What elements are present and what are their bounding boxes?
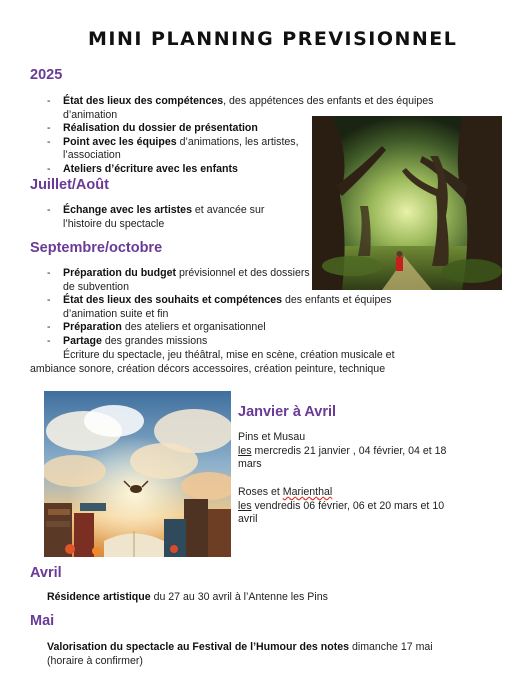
list-item: - Échange avec les artistes et avancée sur l’histoire du spectacle — [47, 204, 297, 231]
mai-text: Valorisation du spectacle au Festival de l’Humour des notes dimanche 17 mai (horaire à confirmer) — [47, 641, 433, 667]
group-name: Pins et Musau — [238, 431, 306, 443]
page-title: MINI PLANNING PREVISIONNEL — [88, 28, 458, 50]
group-dates: les vendredis 06 février, 06 et 20 mars et 10 avril — [238, 499, 445, 526]
avril-text: Résidence artistique du 27 au 30 avril à l’Antenne les Pins — [47, 591, 328, 603]
books-sky-image — [44, 391, 231, 557]
group-name: Roses et Marienthal — [238, 486, 333, 498]
heading-mai: Mai — [30, 613, 55, 629]
list-item: - Partage des grandes missions — [47, 335, 442, 349]
heading-avril: Avril — [30, 565, 62, 581]
list-item: - Point avec les équipes d’animations, les artistes, l’association — [47, 136, 308, 163]
list-item: - Réalisation du dossier de présentation — [47, 122, 313, 136]
heading-septembre-octobre: Septembre/octobre — [30, 240, 163, 256]
group-roses-marienthal — [238, 486, 458, 527]
list-item: - État des lieux des souhaits et compétences des enfants et équipes d’animation suite et fin — [47, 294, 442, 321]
list-item: - Ateliers d’écriture avec les enfants — [47, 163, 313, 177]
heading-juillet-aout: Juillet/Août — [30, 177, 109, 193]
list-item: - Préparation du budget prévisionnel et des dossiers de subvention — [47, 267, 313, 294]
list-item: - Préparation des ateliers et organisationnel — [47, 321, 442, 335]
extra-missions-line2: ambiance sonore, création décors accessoires, création peinture, technique — [30, 363, 386, 375]
list-juillet — [47, 204, 297, 231]
heading-2025: 2025 — [30, 67, 63, 83]
group-dates: les mercredis 21 janvier , 04 février, 04 et 18 mars — [238, 444, 447, 471]
forest-image — [312, 116, 502, 290]
extra-missions-line1: Écriture du spectacle, jeu théâtral, mise en scène, création musicale et — [63, 349, 395, 361]
list-item: - État des lieux des compétences, des appétences des enfants et des équipes d’animation — [47, 95, 442, 122]
heading-janvier-avril: Janvier à Avril — [238, 404, 337, 420]
group-pins-musau — [238, 431, 458, 472]
list-septembre — [47, 267, 442, 349]
